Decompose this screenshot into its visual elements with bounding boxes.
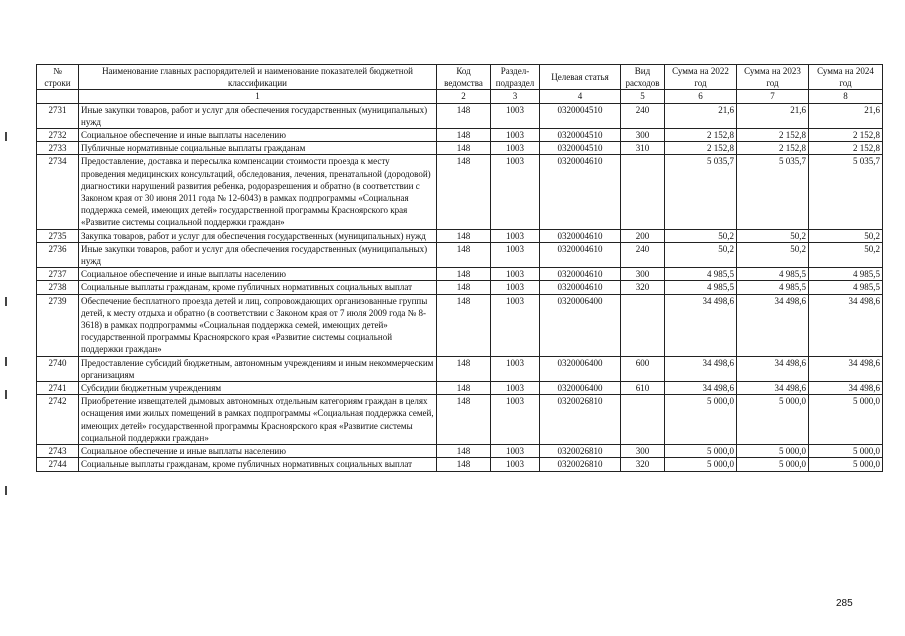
sum-2024-cell: 21,6 <box>809 103 883 128</box>
sum-2022-cell: 5 000,0 <box>665 458 737 471</box>
row-name-cell: Закупка товаров, работ и услуг для обеспечения государственных (муниципальных) нужд <box>79 229 437 242</box>
expense-type-cell <box>621 294 665 356</box>
section-cell: 1003 <box>491 281 540 294</box>
row-name-cell: Социальные выплаты гражданам, кроме публичных нормативных социальных выплат <box>79 281 437 294</box>
row-name-cell: Социальное обеспечение и иные выплаты населению <box>79 268 437 281</box>
section-cell: 1003 <box>491 294 540 356</box>
row-number-cell: 2731 <box>37 103 79 128</box>
row-number-cell: 2739 <box>37 294 79 356</box>
column-number: 2 <box>437 90 491 103</box>
header-sum-2023: Сумма на 2023 год <box>737 65 809 90</box>
dept-code-cell: 148 <box>437 356 491 381</box>
header-sum-2024: Сумма на 2024 год <box>809 65 883 90</box>
row-number-cell: 2737 <box>37 268 79 281</box>
table-row <box>37 356 883 381</box>
target-cell: 0320004510 <box>540 103 621 128</box>
table-row <box>37 155 883 229</box>
header-name: Наименование главных распорядителей и наименование показателей бюджетной классификации <box>79 65 437 90</box>
sum-2024-cell: 50,2 <box>809 242 883 267</box>
dept-code-cell: 148 <box>437 382 491 395</box>
row-name-cell: Иные закупки товаров, работ и услуг для обеспечения государственных (муниципальных) нужд <box>79 242 437 267</box>
expense-type-cell: 300 <box>621 129 665 142</box>
header-target: Целевая статья <box>540 65 621 90</box>
dept-code-cell: 148 <box>437 458 491 471</box>
expense-type-cell <box>621 155 665 229</box>
sum-2024-cell: 34 498,6 <box>809 382 883 395</box>
sum-2023-cell: 5 000,0 <box>737 445 809 458</box>
row-number-cell: 2740 <box>37 356 79 381</box>
table-row <box>37 229 883 242</box>
margin-mark <box>5 486 7 495</box>
row-name-cell: Публичные нормативные социальные выплаты гражданам <box>79 142 437 155</box>
sum-2022-cell: 2 152,8 <box>665 142 737 155</box>
sum-2022-cell: 34 498,6 <box>665 356 737 381</box>
sum-2024-cell: 5 000,0 <box>809 395 883 445</box>
row-number-cell: 2742 <box>37 395 79 445</box>
section-cell: 1003 <box>491 129 540 142</box>
sum-2022-cell: 4 985,5 <box>665 268 737 281</box>
header-dept-code: Код ведомства <box>437 65 491 90</box>
row-name-cell: Приобретение извещателей дымовых автономных отдельным категориям граждан в целях оснащения ими жилых помещений в рамках подпрограммы «Социальная поддержка семей, имеющих детей» государственной программы Красноярского края «Развитие системы социальной поддержки граждан» <box>79 395 437 445</box>
row-name-cell: Предоставление субсидий бюджетным, автономным учреждениям и иным некоммерческим организациям <box>79 356 437 381</box>
row-number-cell: 2733 <box>37 142 79 155</box>
expense-type-cell: 610 <box>621 382 665 395</box>
sum-2022-cell: 5 000,0 <box>665 445 737 458</box>
column-number: 8 <box>809 90 883 103</box>
expense-type-cell: 300 <box>621 268 665 281</box>
row-name-cell: Социальное обеспечение и иные выплаты населению <box>79 129 437 142</box>
sum-2022-cell: 2 152,8 <box>665 129 737 142</box>
section-cell: 1003 <box>491 155 540 229</box>
section-cell: 1003 <box>491 356 540 381</box>
sum-2023-cell: 34 498,6 <box>737 382 809 395</box>
sum-2024-cell: 4 985,5 <box>809 268 883 281</box>
margin-mark <box>5 132 7 141</box>
sum-2024-cell: 5 000,0 <box>809 458 883 471</box>
header-sum-2022: Сумма на 2022 год <box>665 65 737 90</box>
budget-table <box>36 64 883 472</box>
row-number-cell: 2743 <box>37 445 79 458</box>
row-number-cell: 2741 <box>37 382 79 395</box>
target-cell: 0320026810 <box>540 445 621 458</box>
expense-type-cell: 600 <box>621 356 665 381</box>
column-number-row <box>37 90 883 103</box>
dept-code-cell: 148 <box>437 395 491 445</box>
target-cell: 0320006400 <box>540 294 621 356</box>
margin-mark <box>5 297 7 306</box>
table-body <box>37 103 883 471</box>
sum-2023-cell: 2 152,8 <box>737 142 809 155</box>
expense-type-cell: 320 <box>621 458 665 471</box>
sum-2022-cell: 34 498,6 <box>665 294 737 356</box>
table-row <box>37 103 883 128</box>
table-row <box>37 142 883 155</box>
target-cell: 0320004510 <box>540 142 621 155</box>
sum-2023-cell: 5 035,7 <box>737 155 809 229</box>
table-row <box>37 268 883 281</box>
target-cell: 0320004610 <box>540 281 621 294</box>
table-row <box>37 382 883 395</box>
column-number <box>37 90 79 103</box>
expense-type-cell: 200 <box>621 229 665 242</box>
header-row <box>37 65 883 90</box>
sum-2024-cell: 5 000,0 <box>809 445 883 458</box>
row-name-cell: Иные закупки товаров, работ и услуг для обеспечения государственных (муниципальных) нужд <box>79 103 437 128</box>
expense-type-cell: 310 <box>621 142 665 155</box>
sum-2023-cell: 34 498,6 <box>737 294 809 356</box>
expense-type-cell: 300 <box>621 445 665 458</box>
dept-code-cell: 148 <box>437 103 491 128</box>
column-number: 7 <box>737 90 809 103</box>
sum-2023-cell: 50,2 <box>737 242 809 267</box>
row-number-cell: 2734 <box>37 155 79 229</box>
section-cell: 1003 <box>491 458 540 471</box>
target-cell: 0320004610 <box>540 229 621 242</box>
table-row <box>37 445 883 458</box>
target-cell: 0320004610 <box>540 242 621 267</box>
expense-type-cell: 240 <box>621 103 665 128</box>
table-row <box>37 281 883 294</box>
header-section: Раздел-подраздел <box>491 65 540 90</box>
section-cell: 1003 <box>491 242 540 267</box>
table-row <box>37 458 883 471</box>
dept-code-cell: 148 <box>437 281 491 294</box>
margin-mark <box>5 357 7 366</box>
section-cell: 1003 <box>491 445 540 458</box>
row-name-cell: Субсидии бюджетным учреждениям <box>79 382 437 395</box>
section-cell: 1003 <box>491 395 540 445</box>
margin-mark <box>5 390 7 399</box>
column-number: 1 <box>79 90 437 103</box>
sum-2024-cell: 2 152,8 <box>809 129 883 142</box>
sum-2022-cell: 50,2 <box>665 242 737 267</box>
dept-code-cell: 148 <box>437 242 491 267</box>
header-expense-type: Вид расходов <box>621 65 665 90</box>
sum-2023-cell: 4 985,5 <box>737 268 809 281</box>
target-cell: 0320004610 <box>540 268 621 281</box>
section-cell: 1003 <box>491 229 540 242</box>
row-number-cell: 2744 <box>37 458 79 471</box>
sum-2023-cell: 34 498,6 <box>737 356 809 381</box>
section-cell: 1003 <box>491 142 540 155</box>
table-row <box>37 395 883 445</box>
table-row <box>37 294 883 356</box>
section-cell: 1003 <box>491 382 540 395</box>
expense-type-cell: 240 <box>621 242 665 267</box>
sum-2023-cell: 2 152,8 <box>737 129 809 142</box>
target-cell: 0320004510 <box>540 129 621 142</box>
row-number-cell: 2735 <box>37 229 79 242</box>
sum-2023-cell: 4 985,5 <box>737 281 809 294</box>
sum-2022-cell: 4 985,5 <box>665 281 737 294</box>
row-name-cell: Предоставление, доставка и пересылка компенсации стоимости проезда к месту проведения медицинских консультаций, обследования, лечения, пренатальной (дородовой) диагностики нарушений развития ребенка, родоразрешения и обратно (в соответствии с Законом края от 30 июня 2011 года № 12-6043) в рамках подпрограммы «Социальная поддержка семей, имеющих детей» государственной программы Красноярского края «Развитие системы социальной поддержки граждан» <box>79 155 437 229</box>
sum-2024-cell: 34 498,6 <box>809 294 883 356</box>
row-number-cell: 2732 <box>37 129 79 142</box>
sum-2023-cell: 50,2 <box>737 229 809 242</box>
target-cell: 0320026810 <box>540 458 621 471</box>
dept-code-cell: 148 <box>437 294 491 356</box>
sum-2022-cell: 5 000,0 <box>665 395 737 445</box>
column-number: 5 <box>621 90 665 103</box>
row-name-cell: Социальные выплаты гражданам, кроме публичных нормативных социальных выплат <box>79 458 437 471</box>
target-cell: 0320004610 <box>540 155 621 229</box>
sum-2023-cell: 5 000,0 <box>737 395 809 445</box>
dept-code-cell: 148 <box>437 229 491 242</box>
sum-2024-cell: 2 152,8 <box>809 142 883 155</box>
section-cell: 1003 <box>491 268 540 281</box>
expense-type-cell: 320 <box>621 281 665 294</box>
sum-2024-cell: 50,2 <box>809 229 883 242</box>
row-number-cell: 2736 <box>37 242 79 267</box>
row-name-cell: Социальное обеспечение и иные выплаты населению <box>79 445 437 458</box>
dept-code-cell: 148 <box>437 155 491 229</box>
sum-2023-cell: 21,6 <box>737 103 809 128</box>
sum-2022-cell: 5 035,7 <box>665 155 737 229</box>
column-number: 3 <box>491 90 540 103</box>
section-cell: 1003 <box>491 103 540 128</box>
sum-2024-cell: 5 035,7 <box>809 155 883 229</box>
target-cell: 0320006400 <box>540 382 621 395</box>
dept-code-cell: 148 <box>437 129 491 142</box>
table-row <box>37 242 883 267</box>
dept-code-cell: 148 <box>437 268 491 281</box>
header-row-no: № строки <box>37 65 79 90</box>
sum-2023-cell: 5 000,0 <box>737 458 809 471</box>
page-number: 285 <box>836 598 853 609</box>
dept-code-cell: 148 <box>437 142 491 155</box>
table-row <box>37 129 883 142</box>
sum-2024-cell: 4 985,5 <box>809 281 883 294</box>
expense-type-cell <box>621 395 665 445</box>
sum-2024-cell: 34 498,6 <box>809 356 883 381</box>
sum-2022-cell: 21,6 <box>665 103 737 128</box>
dept-code-cell: 148 <box>437 445 491 458</box>
column-number: 4 <box>540 90 621 103</box>
sum-2022-cell: 34 498,6 <box>665 382 737 395</box>
row-name-cell: Обеспечение бесплатного проезда детей и лиц, сопровождающих организованные группы детей, к месту отдыха и обратно (в соответствии с Законом края от 7 июля 2009 года № 8-3618) в рамках подпрограммы «Социальная поддержка семей, имеющих детей» государственной программы Красноярского края «Развитие системы социальной поддержки граждан» <box>79 294 437 356</box>
target-cell: 0320006400 <box>540 356 621 381</box>
target-cell: 0320026810 <box>540 395 621 445</box>
row-number-cell: 2738 <box>37 281 79 294</box>
column-number: 6 <box>665 90 737 103</box>
sum-2022-cell: 50,2 <box>665 229 737 242</box>
